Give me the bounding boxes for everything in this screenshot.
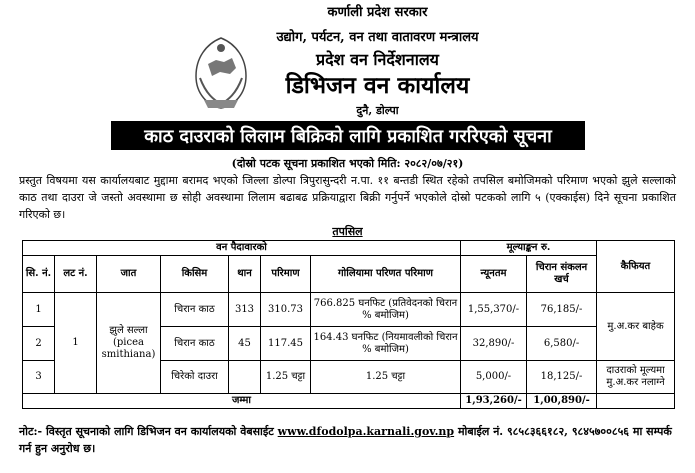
row-count: 313 [229, 293, 261, 327]
group-header-valuation: मूल्याङ्कन रु. [461, 241, 597, 256]
header-species: जात [97, 256, 161, 293]
schedule-label: तपसिल [332, 225, 363, 238]
contact-note [19, 423, 679, 457]
directorate-name: प्रदेश वन निर्देशनालय [316, 50, 439, 69]
table-row [23, 293, 675, 327]
nepal-emblem-icon [186, 34, 256, 112]
ministry-name: उद्योग, पर्यटन, वन तथा वातावरण मन्त्रालय [276, 30, 479, 45]
header-type: किसिम [161, 256, 229, 293]
header-sawing-cost: चिरान संकलन खर्च [527, 256, 597, 293]
website-link[interactable]: www.dfodolpa.karnali.gov.np [277, 425, 455, 438]
phone-numbers: मोबाईल नं. ९८५८३६६१८२, ९८४५७००८५६ [457, 425, 630, 438]
header-quantity: परिमाण [261, 256, 311, 293]
header-sn: सि. नं. [23, 256, 55, 293]
header-lot: लट नं. [55, 256, 97, 293]
row-log-quantity: 164.43 घनफिट (नियमावलीको चिरान % बमोजिम) [311, 327, 461, 361]
total-label: जम्मा [23, 394, 461, 409]
row-log-quantity: 766.825 घनफिट (प्रतिवेदनको चिरान % बमोजिम) [311, 293, 461, 327]
row-quantity: 310.73 [261, 293, 311, 327]
remarks-firewood: दाउराको मूल्यमा मु.अ.कर नलाग्ने [597, 361, 675, 394]
office-name: डिभिजन वन कार्यालय [285, 72, 470, 99]
row-type: चिरेको दाउरा [161, 361, 229, 394]
published-date: (दोस्रो पटक सूचना प्रकाशित भएको मिति: २०८२/०७/२१) [231, 157, 464, 170]
header-minimum: न्यूनतम [461, 256, 527, 293]
row-quantity: 1.25 चट्टा [261, 361, 311, 394]
government-name: कर्णाली प्रदेश सरकार [327, 5, 428, 20]
notice-title-banner: काठ दाउराको लिलाम बिक्रिको लागि प्रकाशित गररिएको सूचना [111, 121, 585, 150]
header-remarks: कैफियत [597, 241, 675, 293]
office-location: दुनै, डोल्पा [356, 104, 399, 117]
lot-number: 1 [55, 293, 97, 394]
header-count: थान [229, 256, 261, 293]
note-suffix: मा सम्पर्क गर्न हुन अनुरोध छ। [19, 425, 672, 455]
total-remarks [597, 394, 675, 409]
row-sn: 2 [23, 327, 55, 361]
row-minimum: 32,890/- [461, 327, 527, 361]
note-prefix: नोट:- विस्तृत सूचनाको लागि डिभिजन वन कार्यालयको वेबसाईट [19, 425, 274, 438]
row-count: 45 [229, 327, 261, 361]
row-log-quantity: 1.25 चट्टा [311, 361, 461, 394]
remarks-timber: मु.अ.कर बाहेक [597, 293, 675, 361]
species-name: झुले सल्ला (picea smithiana) [97, 293, 161, 394]
row-sawing-cost: 6,580/- [527, 327, 597, 361]
auction-table [22, 240, 675, 409]
row-minimum: 5,000/- [461, 361, 527, 394]
row-quantity: 117.45 [261, 327, 311, 361]
group-header-forest-product: वन पैदावारको [23, 241, 461, 256]
row-type: चिरान काठ [161, 327, 229, 361]
row-sawing-cost: 76,185/- [527, 293, 597, 327]
row-type: चिरान काठ [161, 293, 229, 327]
row-sn: 1 [23, 293, 55, 327]
total-sawing-cost: 1,00,890/- [527, 394, 597, 409]
notice-paragraph: प्रस्तुत विषयमा यस कार्यालयबाट मुद्दामा बरामद भएको जिल्ला डोल्पा त्रिपुरासुन्दरी न.पा. ११ बन्तडी स्थित रहेको तपसिल बमोजिमको परिमाण भएको झुले सल्लाको काठ तथा दाउरा जे जस्तो अवस्थामा छ सोही अवस्थामा लिलाम बढाबढ प्रक्रियाद्वारा बिक्री गर्नुपर्ने भएकोले दोस्रो पटकको लागि ५ (एक्काईस) दिने सूचना प्रकाशित गरिएको छ। [19, 174, 676, 221]
total-minimum: 1,93,260/- [461, 394, 527, 409]
row-sawing-cost: 18,125/- [527, 361, 597, 394]
total-row [23, 394, 675, 409]
row-count [229, 361, 261, 394]
header-log-quantity: गोलियामा परिणत परिमाण [311, 256, 461, 293]
row-sn: 3 [23, 361, 55, 394]
row-minimum: 1,55,370/- [461, 293, 527, 327]
